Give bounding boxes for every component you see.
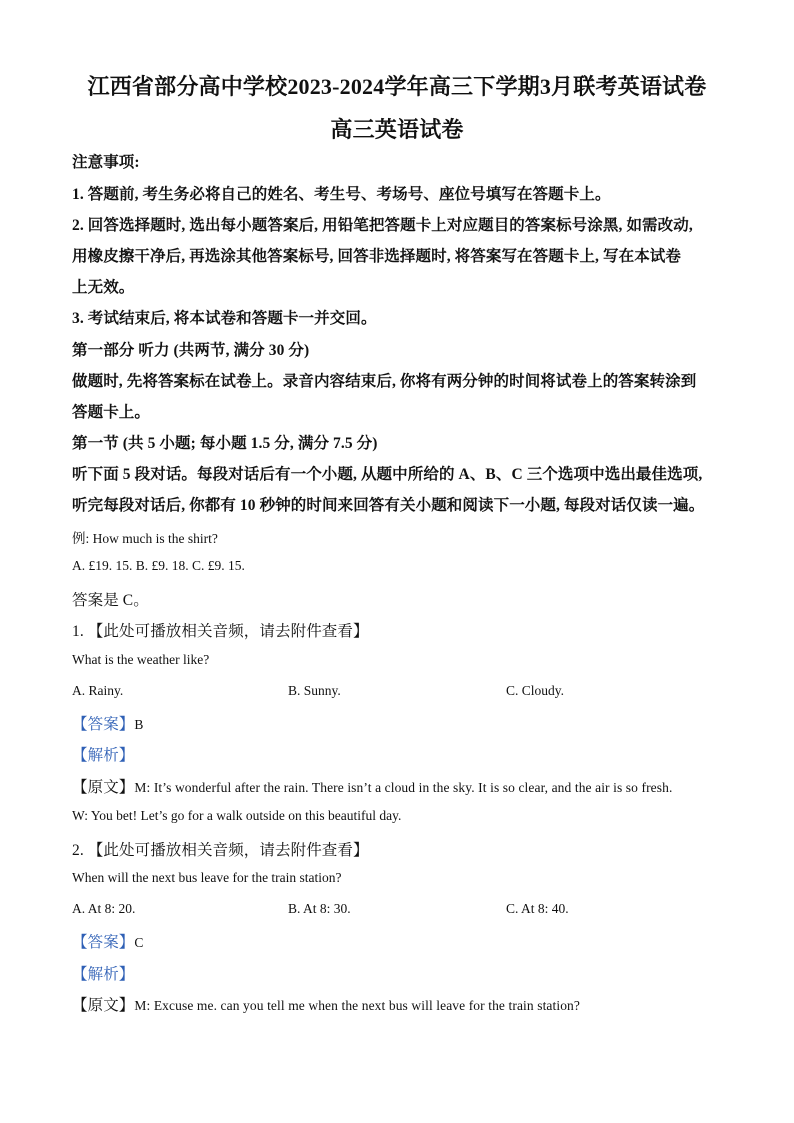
question-1-analysis-tag: 【解析】: [72, 747, 135, 764]
question-1-answer: [72, 712, 144, 734]
question-1-original-tag: 【原文】: [72, 779, 135, 796]
notes-item-1: 1. 答题前, 考生务必将自己的姓名、考生号、考场号、座位号填写在答题卡上。: [72, 186, 611, 203]
notes-item-2-line-3: 上无效。: [72, 279, 135, 296]
question-2-answer-value: C: [134, 935, 144, 950]
part1-instruction-line-2: 答题卡上。: [72, 404, 151, 421]
question-1-answer-tag: 【答案】: [72, 716, 135, 733]
section1-instruction-line-1: 听下面 5 段对话。每段对话后有一个小题, 从题中所给的 A、B、C 三个选项中选出最佳选项,: [72, 466, 703, 483]
section1-heading: 第一节 (共 5 小题; 每小题 1.5 分, 满分 7.5 分): [72, 435, 378, 452]
example-options: A. £19. 15. B. £9. 18. C. £9. 15.: [72, 558, 245, 573]
question-2-option-c: C. At 8: 40.: [506, 901, 569, 916]
question-2-answer: [72, 930, 144, 952]
part1-instruction-line-1: 做题时, 先将答案标在试卷上。录音内容结束后, 你将有两分钟的时间将试卷上的答案转涂到: [72, 373, 697, 390]
question-1-answer-value: B: [134, 717, 144, 732]
question-1-option-c: C. Cloudy.: [506, 683, 565, 698]
question-1-prompt: What is the weather like?: [72, 652, 210, 667]
question-2-analysis-tag: 【解析】: [72, 966, 135, 983]
question-2-option-a: A. At 8: 20.: [72, 901, 136, 916]
exam-title: 江西省部分高中学校2023-2024学年高三下学期3月联考英语试卷: [87, 74, 707, 99]
part1-heading: 第一部分 听力 (共两节, 满分 30 分): [72, 342, 310, 359]
question-1-original-text-1: M: It’s wonderful after the rain. There isn’t a cloud in the sky. It is so clear, and the air is so fresh.: [134, 780, 673, 795]
question-2-option-b: B. At 8: 30.: [288, 901, 351, 916]
question-1-audio-label[interactable]: 1. 【此处可播放相关音频，请去附件查看】: [72, 623, 369, 640]
example-answer: 答案是 C。: [72, 592, 149, 609]
question-2-original-tag: 【原文】: [72, 997, 135, 1014]
notes-item-3: 3. 考试结束后, 将本试卷和答题卡一并交回。: [72, 310, 377, 327]
notes-item-2-line-2: 用橡皮擦干净后, 再选涂其他答案标号, 回答非选择题时, 将答案写在答题卡上, 写在本试卷: [72, 248, 682, 265]
notes-item-2-line-1: 2. 回答选择题时, 选出每小题答案后, 用铅笔把答题卡上对应题目的答案标号涂黑, 如需改动,: [72, 217, 693, 234]
question-1-option-a: A. Rainy.: [72, 683, 124, 698]
section1-instruction-line-2: 听完每段对话后, 你都有 10 秒钟的时间来回答有关小题和阅读下一小题, 每段对话仅读一遍。: [72, 497, 705, 514]
notes-heading: 注意事项:: [72, 154, 140, 171]
example-question: 例: How much is the shirt?: [72, 531, 218, 546]
question-2-original-text-1: M: Excuse me. can you tell me when the next bus will leave for the train station?: [134, 998, 581, 1013]
exam-subtitle: 高三英语试卷: [330, 117, 464, 142]
question-2-original-line-1: [72, 993, 580, 1015]
question-1-original-line-1: [72, 775, 672, 797]
question-2-audio-label[interactable]: 2. 【此处可播放相关音频，请去附件查看】: [72, 842, 369, 859]
question-2-answer-tag: 【答案】: [72, 934, 135, 951]
question-1-original-line-2: W: You bet! Let’s go for a walk outside on this beautiful day.: [72, 808, 402, 823]
question-2-prompt: When will the next bus leave for the train station?: [72, 870, 342, 885]
question-1-option-b: B. Sunny.: [288, 683, 341, 698]
